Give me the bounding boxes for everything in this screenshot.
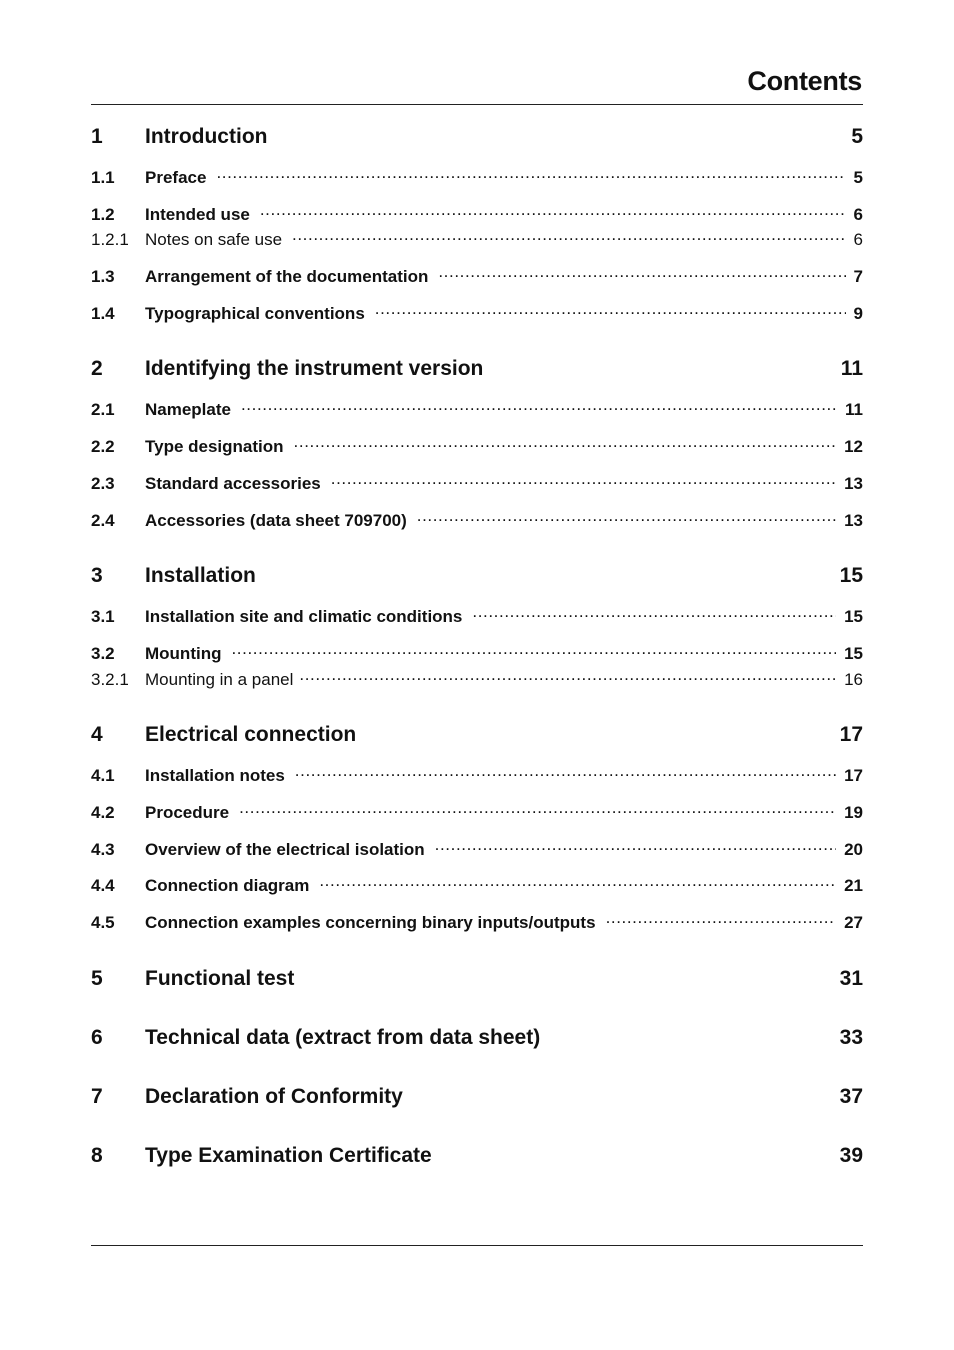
toc-section-4-2[interactable] [91,801,863,821]
dot-leader [292,228,846,245]
toc-number: 5 [91,967,103,990]
toc-title: Installation notes [145,766,285,785]
dot-leader [239,801,836,818]
toc-title: Connection diagram [145,876,310,895]
toc-title: Installation [145,564,256,587]
toc-section-3-1[interactable] [91,605,863,625]
toc-title: Notes on safe use [145,230,283,249]
toc-page: 6 [853,230,863,249]
toc-number: 1.1 [91,168,115,187]
dot-leader [606,911,837,928]
toc-page: 15 [844,644,863,663]
toc-page: 17 [839,723,863,746]
toc-title: Introduction [145,125,268,148]
toc-title: Nameplate [145,400,231,419]
dot-leader [216,166,845,183]
toc-number: 3.2 [91,644,115,663]
toc-page: 7 [853,267,863,286]
toc-title: Identifying the instrument version [145,357,484,380]
dot-leader [417,509,836,526]
toc-title: Arrangement of the documentation [145,267,429,286]
toc-page: 5 [853,168,863,187]
toc-number: 2.2 [91,437,115,456]
toc-section-1-4[interactable] [91,302,863,322]
toc-page: 20 [844,840,863,859]
toc-page: 5 [851,125,863,148]
dot-leader [472,605,836,622]
toc-number: 1.2.1 [91,230,129,249]
toc-chapter-5[interactable] [91,966,863,992]
dot-leader [438,265,845,282]
toc-chapter-4[interactable] [91,722,863,748]
toc-title: Mounting [145,644,222,663]
toc-page: 9 [853,304,863,323]
toc-number: 6 [91,1026,103,1049]
dot-leader [299,668,836,685]
toc-page: 39 [839,1144,863,1167]
toc-page: 21 [844,876,863,895]
toc-number: 8 [91,1144,103,1167]
footer-divider [91,1245,863,1246]
toc-number: 2.1 [91,400,115,419]
toc-title: Declaration of Conformity [145,1085,403,1108]
toc-section-1-3[interactable] [91,265,863,285]
toc-page: 33 [839,1026,863,1049]
toc-page: 31 [839,967,863,990]
toc-chapter-1[interactable] [91,124,863,150]
toc-section-4-5[interactable] [91,911,863,931]
toc-title: Technical data (extract from data sheet) [145,1026,541,1049]
toc-number: 2.4 [91,511,115,530]
toc-title: Installation site and climatic conditions [145,607,463,626]
toc-number: 3.2.1 [91,670,129,689]
toc-section-4-3[interactable] [91,838,863,858]
dot-leader [375,302,846,319]
toc-title: Type designation [145,437,284,456]
toc-number: 4.5 [91,913,115,932]
dot-leader [231,642,836,659]
toc-page: 13 [844,511,863,530]
toc-number: 4.1 [91,766,115,785]
toc-page: 11 [845,400,863,419]
toc-number: 3.1 [91,607,115,626]
toc-number: 4.2 [91,803,115,822]
toc-section-1-2[interactable] [91,203,863,223]
toc-section-1-1[interactable] [91,166,863,186]
dot-leader [294,435,837,452]
toc-number: 3 [91,564,103,587]
toc-title: Preface [145,168,207,187]
toc-number: 4 [91,723,103,746]
toc-chapter-2[interactable] [91,356,863,382]
toc-number: 1 [91,125,103,148]
toc-page: 19 [844,803,863,822]
dot-leader [435,838,836,855]
toc-title: Standard accessories [145,474,321,493]
toc-page: 13 [844,474,863,493]
toc-subsection-3-2-1[interactable] [91,668,863,688]
toc-page: 27 [844,913,863,932]
toc-title: Connection examples concerning binary inputs/outputs [145,913,596,932]
toc-page: 12 [844,437,863,456]
toc-title: Procedure [145,803,230,822]
toc-page: 17 [844,766,863,785]
toc-chapter-7[interactable] [91,1084,863,1110]
toc-title: Typographical conventions [145,304,365,323]
toc-section-2-2[interactable] [91,435,863,455]
page-title: Contents [747,66,862,96]
toc-title: Type Examination Certificate [145,1144,432,1167]
toc-title: Mounting in a panel [145,670,294,689]
dot-leader [295,764,836,781]
toc-number: 1.2 [91,205,115,224]
toc-section-4-1[interactable] [91,764,863,784]
dot-leader [241,398,837,415]
toc-page: 11 [840,357,863,380]
toc-subsection-1-2-1[interactable] [91,228,863,248]
toc-page: 15 [839,564,863,587]
toc-section-4-4[interactable] [91,874,863,894]
toc-number: 1.4 [91,304,115,323]
toc-title: Functional test [145,967,295,990]
toc-page: 15 [844,607,863,626]
header-divider [91,104,863,105]
toc-page: 6 [853,205,863,224]
toc-title: Accessories (data sheet 709700) [145,511,407,530]
toc-number: 4.4 [91,876,115,895]
toc-title: Electrical connection [145,723,357,746]
toc-number: 7 [91,1085,103,1108]
toc-section-3-2[interactable] [91,642,863,662]
dot-leader [331,472,836,489]
toc-chapter-6[interactable] [91,1025,863,1051]
toc-title: Intended use [145,205,250,224]
toc-section-2-1[interactable] [91,398,863,418]
dot-leader [319,874,836,891]
toc-page: 16 [844,670,863,689]
toc-chapter-8[interactable] [91,1143,863,1169]
toc-title: Overview of the electrical isolation [145,840,425,859]
toc-page: 37 [839,1085,863,1108]
dot-leader [260,203,846,220]
toc-number: 1.3 [91,267,115,286]
toc-section-2-4[interactable] [91,509,863,529]
toc-number: 2 [91,357,103,380]
toc-section-2-3[interactable] [91,472,863,492]
toc-chapter-3[interactable] [91,563,863,589]
toc-number: 4.3 [91,840,115,859]
toc-number: 2.3 [91,474,115,493]
